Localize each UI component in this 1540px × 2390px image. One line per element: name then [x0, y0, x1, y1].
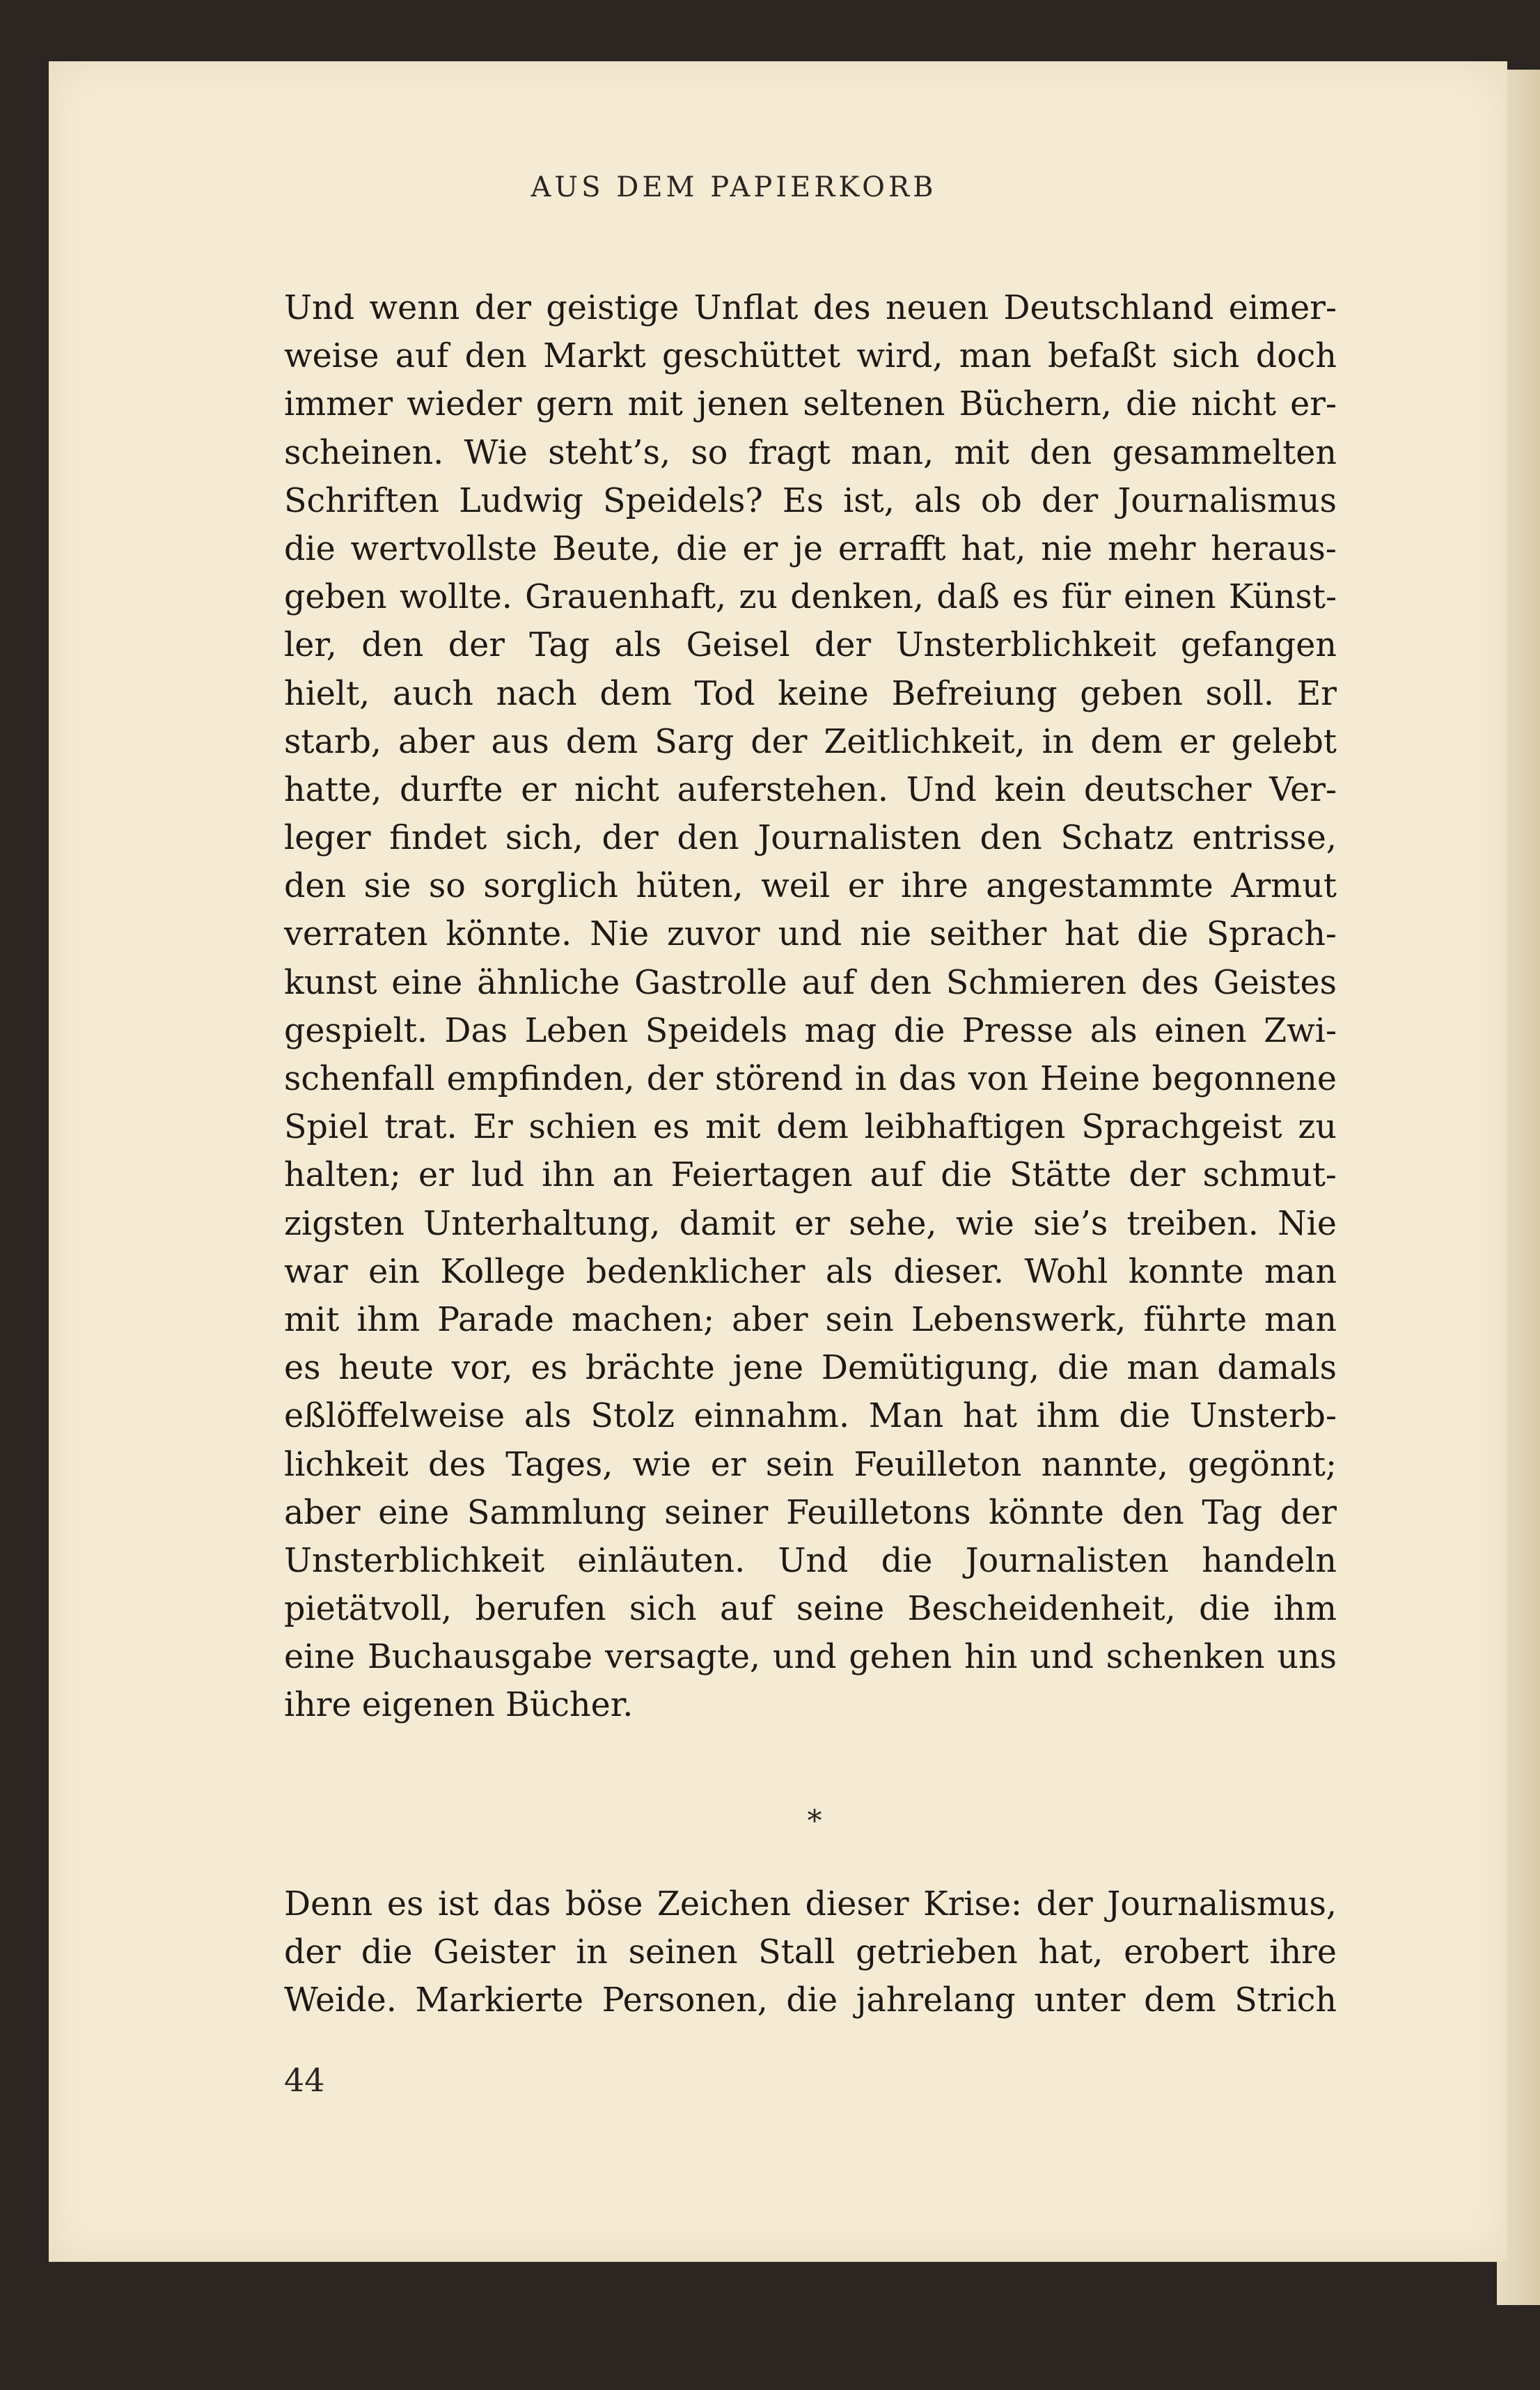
page-number: 44: [284, 2061, 325, 2099]
text-line: Weide. Markierte Personen, die jahrelang unter dem Strich: [284, 1981, 1337, 2020]
text-line: pietätvoll, berufen sich auf seine Bescheidenheit, die ihm: [284, 1590, 1337, 1629]
text-line: halten; er lud ihn an Feiertagen auf die Stätte der schmut-: [284, 1156, 1337, 1195]
text-line: kunst eine ähnliche Gastrolle auf den Schmieren des Geistes: [284, 963, 1337, 1002]
text-line: ihre eigenen Bücher.: [284, 1686, 634, 1725]
text-line: leger findet sich, der den Journalisten den Schatz entrisse,: [284, 819, 1337, 858]
text-line: gespielt. Das Leben Speidels mag die Presse als einen Zwi-: [284, 1011, 1337, 1050]
text-line: starb, aber aus dem Sarg der Zeitlichkeit, in dem er gelebt: [284, 722, 1337, 761]
text-line: Unsterblichkeit einläuten. Und die Journalisten handeln: [284, 1541, 1337, 1580]
text-line: ler, den der Tag als Geisel der Unsterblichkeit gefangen: [284, 626, 1337, 665]
text-line: hielt, auch nach dem Tod keine Befreiung geben soll. Er: [284, 674, 1337, 713]
text-line: immer wieder gern mit jenen seltenen Büchern, die nicht er-: [284, 385, 1337, 424]
running-head: AUS DEM PAPIERKORB: [531, 171, 937, 203]
text-line: den sie so sorglich hüten, weil er ihre angestammte Armut: [284, 867, 1337, 906]
paragraph-2: [284, 1880, 1337, 2025]
text-line: schenfall empfinden, der störend in das von Heine begonnene: [284, 1060, 1337, 1098]
text-line: geben wollte. Grauenhaft, zu denken, daß es für einen Künst-: [284, 578, 1337, 617]
text-line: aber eine Sammlung seiner Feuilletons könnte den Tag der: [284, 1493, 1337, 1532]
paragraph-1: [284, 284, 1337, 1730]
text-line: Denn es ist das böse Zeichen dieser Krise: der Journalismus,: [284, 1885, 1337, 1923]
text-line: scheinen. Wie steht’s, so fragt man, mit den gesammelten: [284, 433, 1337, 472]
text-line: weise auf den Markt geschüttet wird, man befaßt sich doch: [284, 337, 1337, 376]
text-line: der die Geister in seinen Stall getrieben hat, erobert ihre: [284, 1933, 1337, 1972]
text-line: eßlöffelweise als Stolz einnahm. Man hat ihm die Unsterb-: [284, 1397, 1337, 1436]
text-line: eine Buchausgabe versagte, und gehen hin und schenken uns: [284, 1638, 1337, 1677]
text-line: Und wenn der geistige Unflat des neuen Deutschland eimer-: [284, 289, 1337, 327]
text-line: die wertvollste Beute, die er je errafft hat, nie mehr heraus-: [284, 529, 1337, 568]
section-separator: *: [807, 1804, 822, 1838]
text-line: hatte, durfte er nicht auferstehen. Und kein deutscher Ver-: [284, 770, 1337, 809]
text-line: Schriften Ludwig Speidels? Es ist, als ob der Journalismus: [284, 481, 1337, 520]
text-line: mit ihm Parade machen; aber sein Lebenswerk, führte man: [284, 1300, 1337, 1339]
text-line: zigsten Unterhaltung, damit er sehe, wie sie’s treiben. Nie: [284, 1204, 1337, 1243]
text-line: lichkeit des Tages, wie er sein Feuilleton nannte, gegönnt;: [284, 1445, 1337, 1484]
text-line: verraten könnte. Nie zuvor und nie seither hat die Sprach-: [284, 915, 1337, 954]
text-line: Spiel trat. Er schien es mit dem leibhaftigen Sprachgeist zu: [284, 1108, 1337, 1147]
text-line: es heute vor, es brächte jene Demütigung, die man damals: [284, 1349, 1337, 1388]
text-line: war ein Kollege bedenklicher als dieser. Wohl konnte man: [284, 1252, 1337, 1291]
